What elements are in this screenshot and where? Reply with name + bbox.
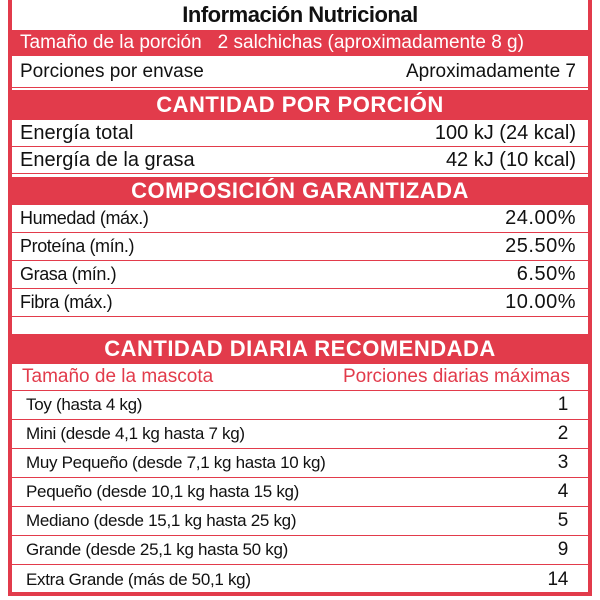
fiber-value: 10.00% xyxy=(505,291,576,313)
fat-label: Grasa (mín.) xyxy=(20,264,117,284)
pet-size-label: Toy (hasta 4 kg) xyxy=(26,395,143,414)
pet-size-portions: 3 xyxy=(557,452,568,473)
pet-size-label: Grande (desde 25,1 kg hasta 50 kg) xyxy=(26,540,288,559)
section-heading-composicion: COMPOSICIÓN GARANTIZADA xyxy=(12,177,588,205)
protein-row xyxy=(12,233,588,261)
section-heading-cantidad: CANTIDAD POR PORCIÓN xyxy=(12,90,588,120)
pet-size-row xyxy=(12,565,588,594)
energy-row xyxy=(12,120,588,147)
fat-value: 6.50% xyxy=(516,263,576,285)
section-heading-diaria: CANTIDAD DIARIA RECOMENDADA xyxy=(12,334,588,364)
moisture-label: Humedad (máx.) xyxy=(20,208,149,228)
serving-size-label: Tamaño de la porción xyxy=(20,32,202,53)
energy-value: 100 kJ (24 kcal) xyxy=(434,121,576,144)
pet-size-portions: 9 xyxy=(557,539,568,560)
pet-size-row xyxy=(12,391,588,420)
pet-size-row xyxy=(12,420,588,449)
moisture-value: 24.00% xyxy=(505,207,576,229)
pet-size-portions: 2 xyxy=(557,423,568,444)
pet-size-portions: 1 xyxy=(557,394,568,415)
protein-label: Proteína (mín.) xyxy=(20,236,135,256)
nutrition-label xyxy=(8,0,592,596)
pet-size-row xyxy=(12,536,588,565)
pet-size-label: Mini (desde 4,1 kg hasta 7 kg) xyxy=(26,424,245,443)
portions-row xyxy=(12,56,588,88)
pet-size-portions: 14 xyxy=(547,568,568,590)
fat-row xyxy=(12,261,588,289)
daily-column-headers xyxy=(12,364,588,391)
pet-size-label: Pequeño (desde 10,1 kg hasta 15 kg) xyxy=(26,482,300,501)
pet-size-column-header: Tamaño de la mascota xyxy=(22,366,214,387)
pet-size-portions: 4 xyxy=(557,481,568,502)
max-portions-column-header: Porciones diarias máximas xyxy=(342,366,570,387)
fiber-label: Fibra (máx.) xyxy=(20,292,113,312)
fat-energy-label: Energía de la grasa xyxy=(20,148,195,171)
energy-label: Energía total xyxy=(20,121,134,144)
portions-value: Aproximadamente 7 xyxy=(405,60,576,82)
pet-size-portions: 5 xyxy=(557,510,568,531)
moisture-row xyxy=(12,205,588,233)
portions-label: Porciones por envase xyxy=(20,60,204,82)
serving-size-value: 2 salchichas (aproximadamente 8 g) xyxy=(217,32,524,53)
pet-size-label: Muy Pequeño (desde 7,1 kg hasta 10 kg) xyxy=(26,453,326,472)
fiber-row xyxy=(12,289,588,317)
protein-value: 25.50% xyxy=(505,235,576,257)
pet-size-label: Extra Grande (más de 50,1 kg) xyxy=(26,569,251,589)
pet-size-row xyxy=(12,507,588,536)
pet-size-label: Mediano (desde 15,1 kg hasta 25 kg) xyxy=(26,511,297,530)
fat-energy-row xyxy=(12,147,588,174)
pet-size-row xyxy=(12,478,588,507)
serving-size-band xyxy=(12,30,588,56)
pet-size-row xyxy=(12,449,588,478)
fat-energy-value: 42 kJ (10 kcal) xyxy=(445,148,576,171)
label-title: Información Nutricional xyxy=(182,2,418,27)
